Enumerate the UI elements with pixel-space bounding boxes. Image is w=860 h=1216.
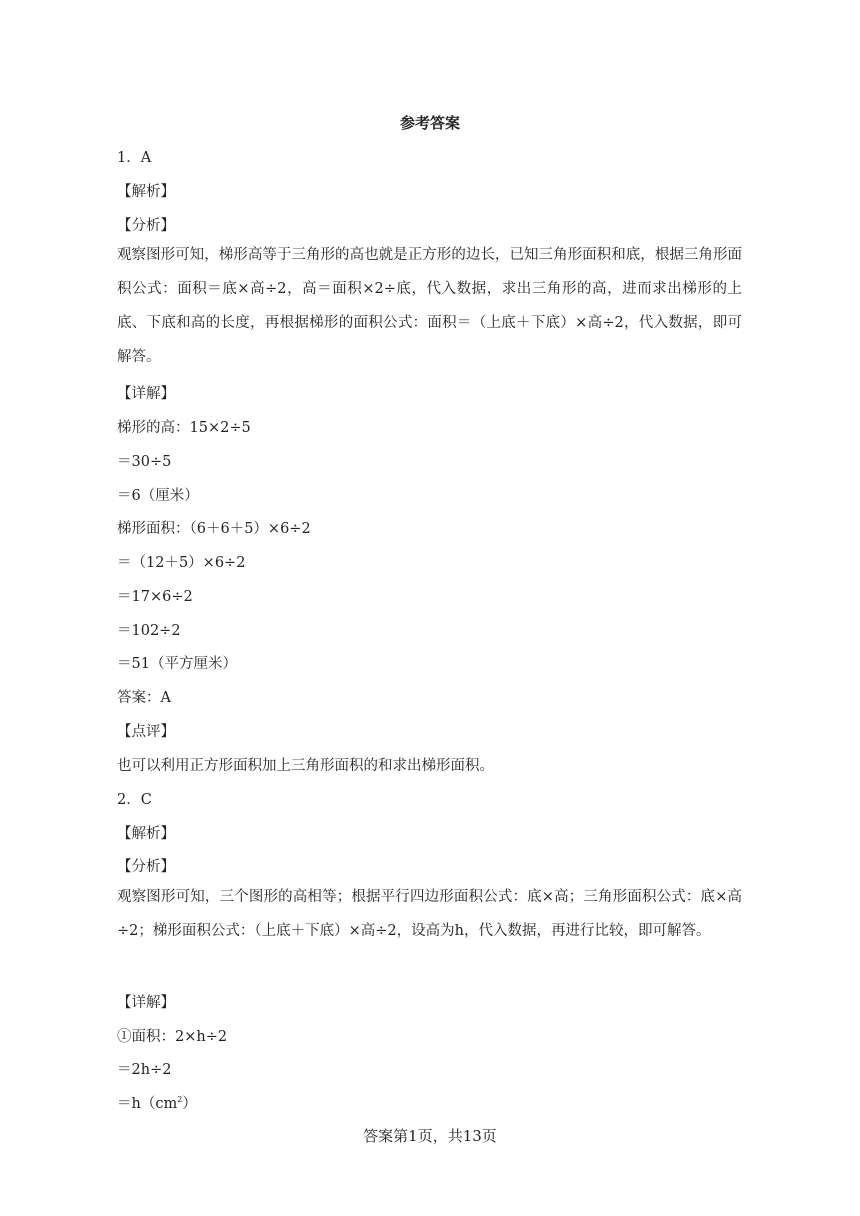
q1-answer-head: 1．A xyxy=(117,150,152,166)
q2-jiexi-label: 【解析】 xyxy=(117,826,175,842)
q1-analysis-text: 观察图形可知，梯形高等于三角形的高也就是正方形的边长，已知三角形面积和底，根据三角形面积公式：面积＝底×高÷2，高＝面积×2÷底，代入数据，求出三角形的高，进而求出梯形的上底、下底和高的长度，再根据梯形的面积公式：面积＝（上底＋下底）×高÷2，代入数据，即可解答。 xyxy=(117,247,742,365)
q1-step: 梯形的高：15×2÷5 xyxy=(117,420,251,436)
q2-step-last-prefix: ＝h（cm xyxy=(117,1096,178,1112)
q2-fenxi-label: 【分析】 xyxy=(117,859,175,875)
q2-xiangjie-label: 【详解】 xyxy=(117,995,175,1011)
q2-answer-head: 2．C xyxy=(117,792,152,808)
q1-xiangjie-label: 【详解】 xyxy=(117,386,175,402)
q1-dianping-label: 【点评】 xyxy=(117,724,175,740)
page-title: 参考答案 xyxy=(399,114,460,132)
square-superscript: 2 xyxy=(177,1095,183,1105)
q1-answer-line: 答案：A xyxy=(117,690,171,706)
q1-jiexi-label: 【解析】 xyxy=(117,184,175,200)
q1-step: ＝17×6÷2 xyxy=(117,589,193,605)
page-footer: 答案第1页，共13页 xyxy=(363,1127,497,1145)
q2-analysis-text: 观察图形可知，三个图形的高相等；根据平行四边形面积公式：底×高；三角形面积公式：底×高÷2；梯形面积公式：（上底＋下底）×高÷2，设高为h，代入数据，再进行比较，即可解答。 xyxy=(117,889,742,939)
q1-step: ＝102÷2 xyxy=(117,623,181,639)
q2-step-last xyxy=(117,1092,197,1113)
q2-step: ①面积：2×h÷2 xyxy=(117,1029,228,1045)
q1-comment-text: 也可以利用正方形面积加上三角形面积的和求出梯形面积。 xyxy=(117,758,494,774)
q2-step: ＝2h÷2 xyxy=(117,1062,172,1078)
q1-step: ＝30÷5 xyxy=(117,454,172,470)
q2-step-last-suffix: ） xyxy=(182,1096,197,1112)
q1-step: ＝6（厘米） xyxy=(117,488,199,504)
q1-step: 梯形面积：（6＋6＋5）×6÷2 xyxy=(117,521,311,537)
q1-step: ＝（12＋5）×6÷2 xyxy=(117,555,246,571)
q1-step: ＝51（平方厘米） xyxy=(117,656,237,672)
q1-fenxi-label: 【分析】 xyxy=(117,218,175,234)
